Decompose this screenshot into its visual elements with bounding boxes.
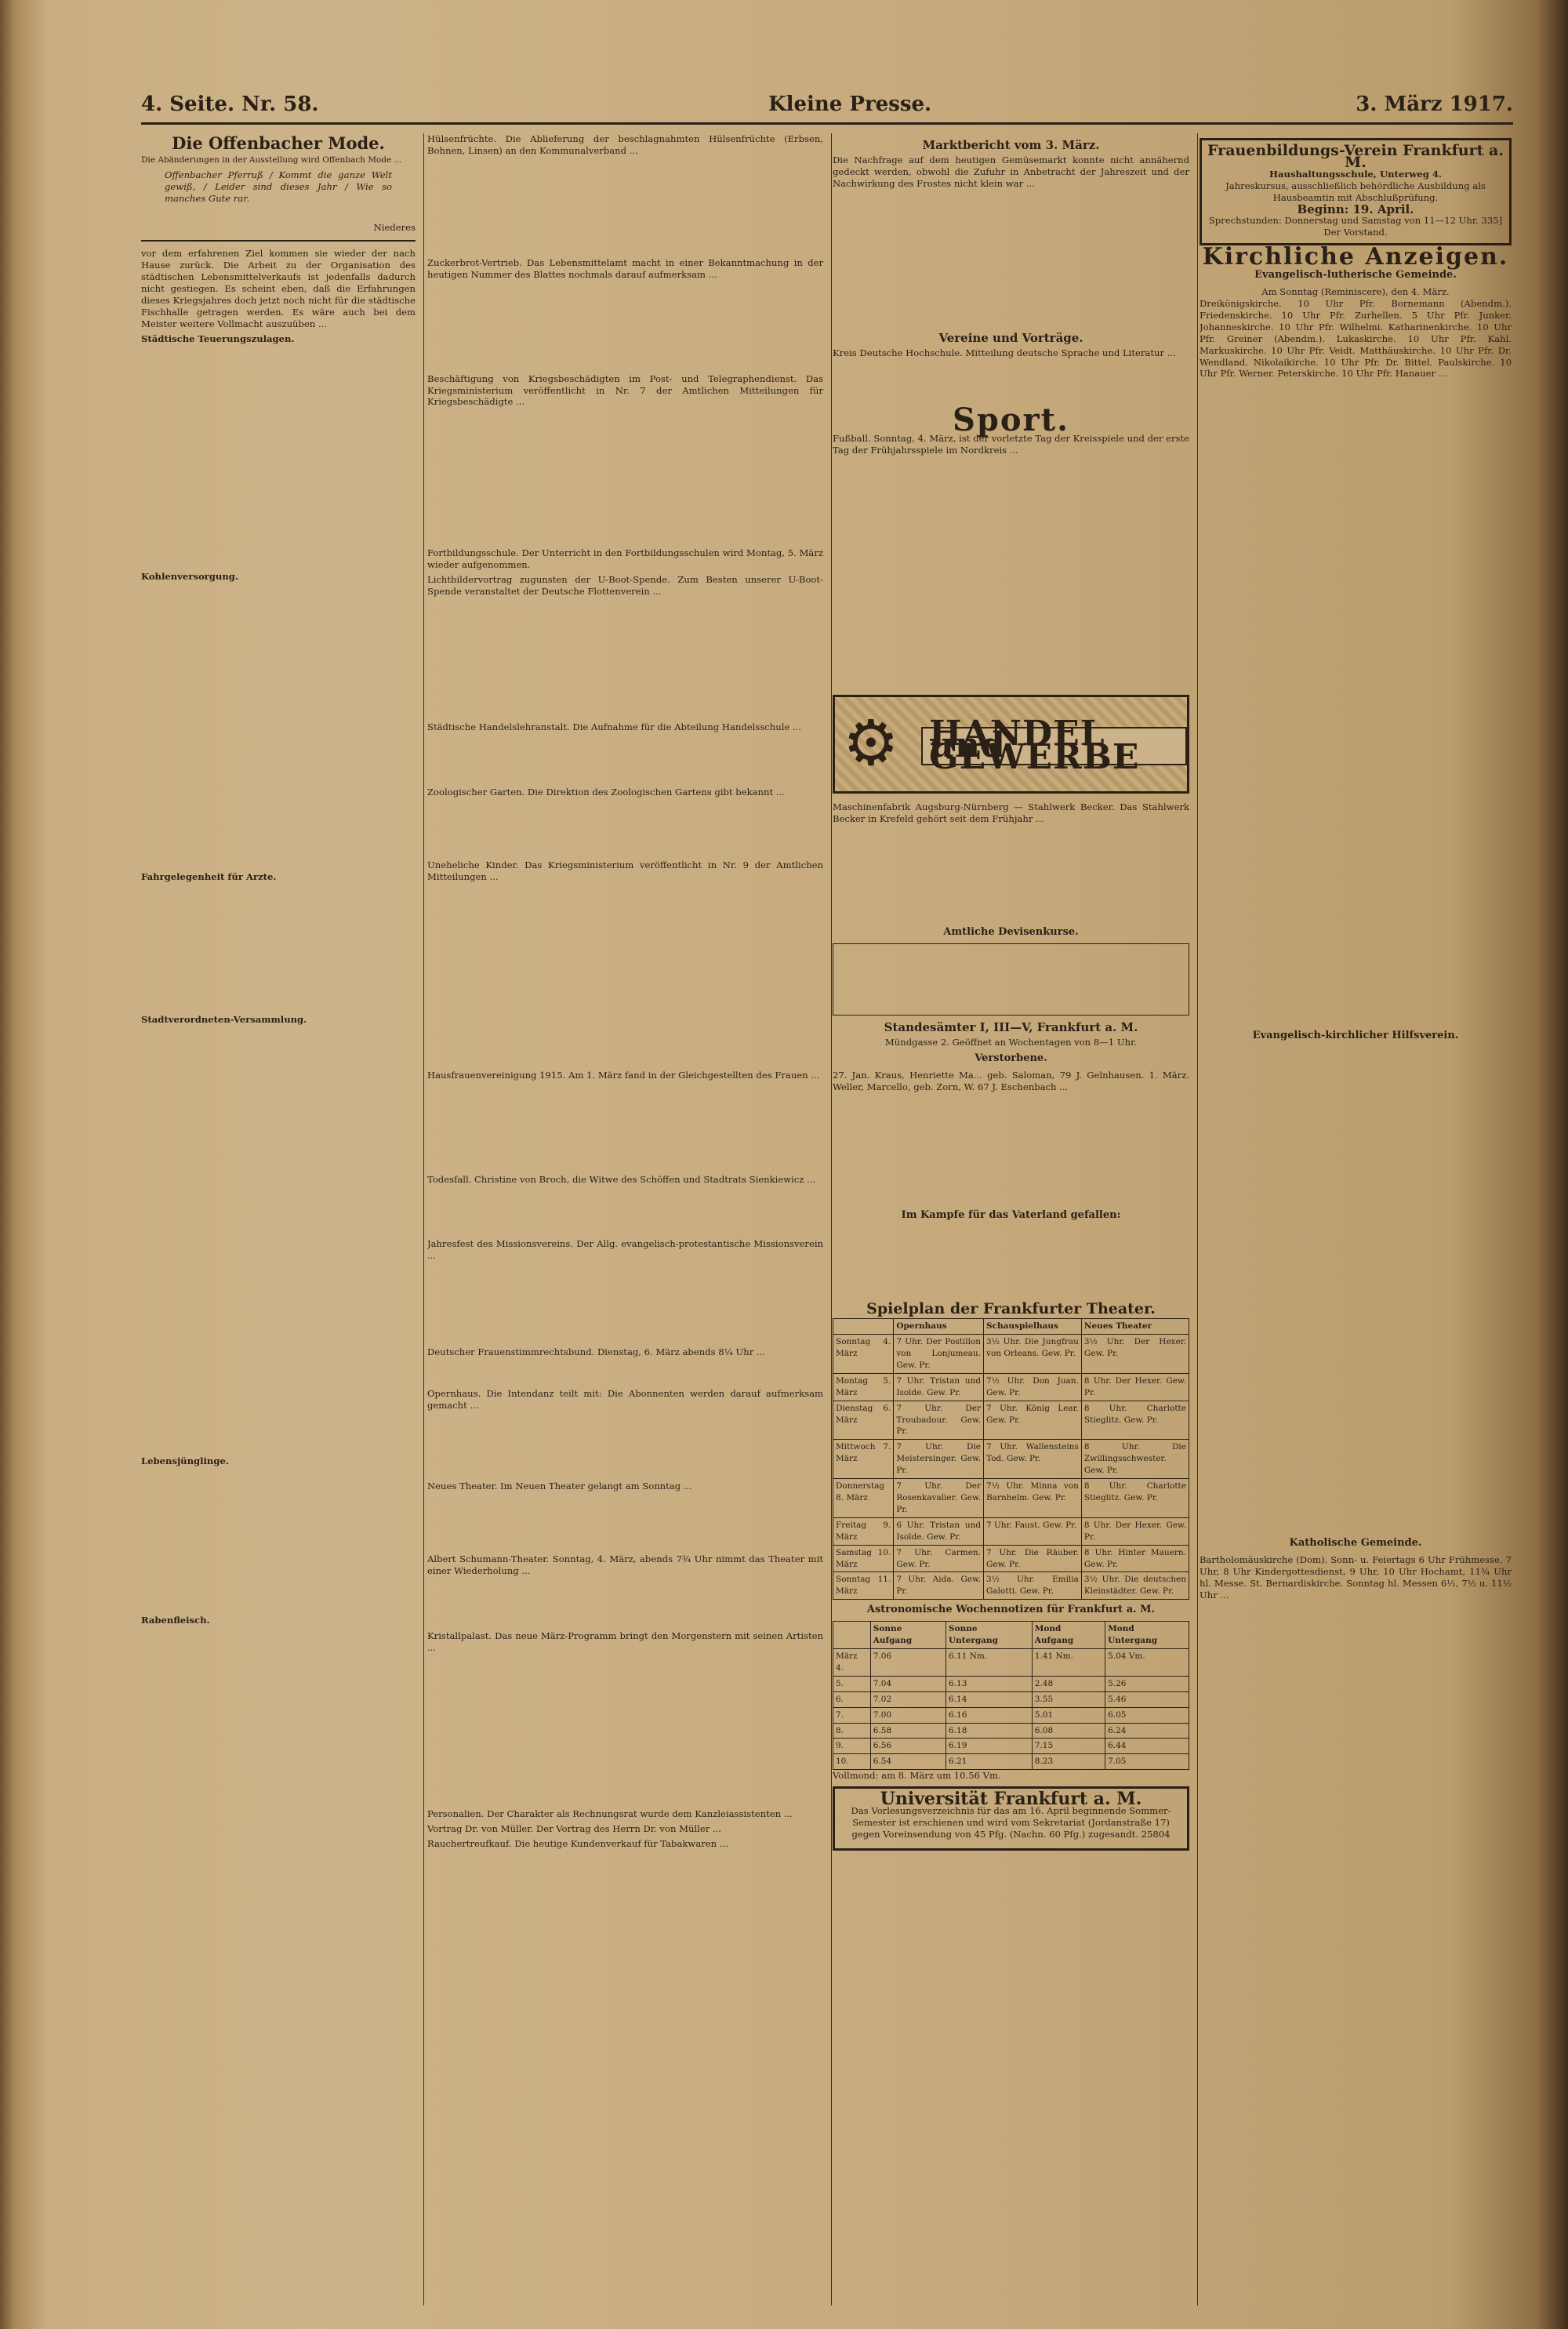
table-cell: 7.06 xyxy=(870,1648,946,1676)
theater-row xyxy=(833,1545,1189,1572)
news-body xyxy=(427,1265,823,1343)
table-cell: 5. xyxy=(833,1676,871,1691)
table-cell: 6.18 xyxy=(946,1723,1033,1739)
news-body xyxy=(427,886,823,1066)
table-cell: Donnerstag 8. März xyxy=(833,1479,894,1518)
table-cell: Dienstag 6. März xyxy=(833,1401,894,1440)
table-cell: Sonntag 4. März xyxy=(833,1335,894,1374)
table-header-cell: Opernhaus xyxy=(894,1319,984,1335)
news-heading: Rabenfleisch. xyxy=(141,1615,210,1626)
news-item: Jahresfest des Missionsvereins. Der Allg. evangelisch-protestantische Missionsverein ... xyxy=(427,1238,823,1262)
theater-row xyxy=(833,1373,1189,1401)
table-cell: 8 Uhr. Hinter Mauern. Gew. Pr. xyxy=(1081,1545,1189,1572)
theater-table xyxy=(833,1318,1189,1600)
astro-row xyxy=(833,1691,1189,1707)
gear-icon: ⚙ xyxy=(843,707,899,780)
news-item: Fortbildungsschule. Der Unterricht in den Fortbildungsschulen wird Montag, 5. März wieder aufgenommen. xyxy=(427,547,823,571)
table-cell: 6.19 xyxy=(946,1739,1033,1754)
news-body xyxy=(427,1415,823,1477)
vereine-title: Vereine und Vorträge. xyxy=(938,330,1083,345)
news-item: Todesfall. Christine von Broch, die Witwe des Schöffen und Stadtrats Sienkiewicz ... xyxy=(427,1173,816,1185)
devisen-table xyxy=(833,943,1189,1016)
article-title: Die Offenbacher Mode. xyxy=(172,133,385,153)
newspaper-name: Kleine Presse. xyxy=(768,93,932,116)
ev-title: Evangelisch-lutherische Gemeinde. xyxy=(1254,269,1457,282)
kath-title: Katholische Gemeinde. xyxy=(1289,1537,1422,1550)
table-cell: Samstag 10. März xyxy=(833,1545,894,1572)
news-body xyxy=(427,160,823,254)
news-item: Neues Theater. Im Neuen Theater gelangt am Sonntag ... xyxy=(427,1480,692,1492)
table-cell: Montag 5. März xyxy=(833,1373,894,1401)
table-cell: 7 Uhr. Der Postillon von Lonjumeau. Gew. Pr. xyxy=(894,1335,984,1374)
table-cell: 6.16 xyxy=(946,1707,1033,1723)
poem-filler xyxy=(141,208,416,220)
table-cell: 7 Uhr. Der Rosenkavalier. Gew. Pr. xyxy=(894,1479,984,1518)
news-body xyxy=(141,348,416,568)
table-cell: Mittwoch 7. März xyxy=(833,1440,894,1479)
column-1 xyxy=(141,133,424,2305)
verstorbene-heading: Verstorbene. xyxy=(975,1052,1047,1064)
theater-row xyxy=(833,1517,1189,1545)
news-item: Hausfrauenvereinigung 1915. Am 1. März fand in der Gleichgestellten des Frauen ... xyxy=(427,1069,820,1081)
table-cell: 6.11 Nm. xyxy=(946,1648,1033,1676)
table-cell: 8. xyxy=(833,1723,871,1739)
news-item: Zoologischer Garten. Die Direktion des Zoologischen Gartens gibt bekannt ... xyxy=(427,786,785,798)
table-cell: 7½ Uhr. Minna von Barnhelm. Gew. Pr. xyxy=(984,1479,1082,1518)
news-heading: Städtische Teuerungszulagen. xyxy=(141,332,295,344)
sport-title: Sport. xyxy=(952,401,1069,439)
table-cell: Sonntag 11. März xyxy=(833,1572,894,1600)
table-cell: 7 Uhr. Die Räuber. Gew. Pr. xyxy=(984,1545,1082,1572)
astro-row xyxy=(833,1707,1189,1723)
ev-subtitle: Am Sonntag (Reminiscere), den 4. März. xyxy=(1261,286,1450,298)
table-cell: 5.01 xyxy=(1032,1707,1105,1723)
table-cell: 6.56 xyxy=(870,1739,946,1754)
table-cell: 6.54 xyxy=(870,1754,946,1770)
handel-gewerbe-label: HANDEL und GEWERBE xyxy=(921,727,1187,765)
news-item: Opernhaus. Die Intendanz teilt mit: Die Abonnenten werden darauf aufmerksam gemacht ... xyxy=(427,1388,823,1412)
column-4 xyxy=(1200,133,1512,2305)
issue-date: 3. März 1917. xyxy=(1356,93,1513,116)
table-cell: März 4. xyxy=(833,1648,871,1676)
table-header-row xyxy=(833,1622,1189,1649)
table-cell: 6.05 xyxy=(1105,1707,1189,1723)
gefallen-heading: Im Kampfe für das Vaterland gefallen: xyxy=(901,1209,1121,1222)
table-cell: 8 Uhr. Der Hexer. Gew. Pr. xyxy=(1081,1373,1189,1401)
theater-row xyxy=(833,1479,1189,1518)
table-header-cell: Neues Theater xyxy=(1081,1319,1189,1335)
standesamt-body: 27. Jan. Kraus, Henriette Ma... geb. Saloman, 79 J. Gelnhausen. 1. März. Weller, Marcello, geb. Zorn, W. 67 J. Eschenbach ... xyxy=(833,1069,1189,1092)
news-item: Personalien. Der Charakter als Rechnungsrat wurde dem Kanzleiassistenten ... xyxy=(427,1808,793,1820)
article-intro: Die Abänderungen in der Ausstellung wird Offenbach Mode ... xyxy=(141,154,402,165)
table-cell: 6.24 xyxy=(1105,1723,1189,1739)
table-cell: 6. xyxy=(833,1691,871,1707)
frauenbildungs-ad xyxy=(1200,138,1512,245)
table-cell: 7½ Uhr. Don Juan. Gew. Pr. xyxy=(984,1373,1082,1401)
table-cell: 3½ Uhr. Emilia Galotti. Gew. Pr. xyxy=(984,1572,1082,1600)
table-cell: 7 Uhr. Der Troubadour. Gew. Pr. xyxy=(894,1401,984,1440)
news-item: Rauchertreufkauf. Die heutige Kundenverkauf für Tabakwaren ... xyxy=(427,1838,728,1850)
news-item: Lichtbildervortrag zugunsten der U-Boot-Spende. Zum Besten unserer U-Boot-Spende veranstaltet der Deutsche Flottenverein ... xyxy=(427,574,823,598)
astro-note: Vollmond: am 8. März um 10.56 Vm. xyxy=(833,1770,1001,1782)
kath-body: Bartholomäuskirche (Dom). Sonn- u. Feiertags 6 Uhr Frühmesse, 7 Uhr, 8 Uhr Kindergottesdienst, 9 Uhr, 10 Uhr Hochamt, 11¾ Uhr hl. Messe. St. Bernardiskirche. Sonntag hl. Messen 6½, 7½ u. 11½ Uhr ... xyxy=(1200,1554,1512,1601)
table-cell: Freitag 9. März xyxy=(833,1517,894,1545)
table-cell: 8 Uhr. Charlotte Stieglitz. Gew. Pr. xyxy=(1081,1479,1189,1518)
table-cell: 10. xyxy=(833,1754,871,1770)
news-item: Vortrag Dr. von Müller. Der Vortrag des Herrn Dr. von Müller ... xyxy=(427,1823,721,1835)
news-item: Städtische Handelslehranstalt. Die Aufnahme für die Abteilung Handelsschule ... xyxy=(427,721,802,732)
frauenbildungs-sub3: Beginn: 19. April. xyxy=(1297,202,1414,216)
table-cell: 7.00 xyxy=(870,1707,946,1723)
news-body xyxy=(427,1656,823,1805)
news-body xyxy=(141,586,416,868)
table-cell: 7 Uhr. Carmen. Gew. Pr. xyxy=(894,1545,984,1572)
column-2 xyxy=(427,133,832,2305)
news-body xyxy=(141,1470,416,1611)
theater-title: Spielplan der Frankfurter Theater. xyxy=(866,1300,1156,1318)
poem-author: Niederes xyxy=(373,222,416,234)
gefallen-body xyxy=(833,1226,1189,1297)
news-item: Kristallpalast. Das neue März-Programm bringt den Morgenstern mit seinen Artisten ... xyxy=(427,1630,823,1653)
table-cell: 8 Uhr. Der Hexer. Gew. Pr. xyxy=(1081,1517,1189,1545)
news-heading: Lebensjünglinge. xyxy=(141,1455,229,1467)
frauenbildungs-sub4: Sprechstunden: Donnerstag und Samstag von 11—12 Uhr. 335] Der Vorstand. xyxy=(1208,215,1503,238)
university-title: Universität Frankfurt a. M. xyxy=(880,1789,1142,1810)
market-report-filler xyxy=(833,193,1189,326)
ev-filler xyxy=(1200,383,1512,1026)
sport-filler xyxy=(833,460,1189,687)
news-body xyxy=(427,601,823,718)
news-item: Zuckerbrot-Vertrieb. Das Lebensmittelamt macht in einer Bekanntmachung in der heutigen Nummer des Blattes nochmals darauf aufmerksam ... xyxy=(427,256,823,280)
astro-table xyxy=(833,1621,1189,1770)
table-cell: 7 Uhr. Aida. Gew. Pr. xyxy=(894,1572,984,1600)
university-body: Das Vorlesungsverzeichnis für das am 16. April beginnende Sommer-Semester ist erschienen und wird vom Sekretariat (Jordanstraße 17) gegen Voreinsendung von 45 Pfg. (Nachn. 60 Pfg.) zugesandt. 25804 xyxy=(851,1805,1171,1840)
table-cell: 3.55 xyxy=(1032,1691,1105,1707)
astro-row xyxy=(833,1754,1189,1770)
table-cell: 3½ Uhr. Die Jungfrau von Orleans. Gew. Pr. xyxy=(984,1335,1082,1374)
table-header-cell: Schauspielhaus xyxy=(984,1319,1082,1335)
table-cell: 7 Uhr. Tristan und Isolde. Gew. Pr. xyxy=(894,1373,984,1401)
frauenbildungs-title: Frauenbildungs-Verein Frankfurt a. M. xyxy=(1207,142,1504,171)
astro-row xyxy=(833,1739,1189,1754)
market-report-title: Marktbericht vom 3. März. xyxy=(922,138,1100,152)
table-header-cell: Sonne Untergang xyxy=(946,1622,1033,1649)
table-cell: 8.23 xyxy=(1032,1754,1105,1770)
table-cell: 1.41 Nm. xyxy=(1032,1648,1105,1676)
news-item: Albert Schumann-Theater. Sonntag, 4. März, abends 7¾ Uhr nimmt das Theater mit einer Wiederholung ... xyxy=(427,1553,823,1576)
astro-title: Astronomische Wochennotizen für Frankfurt a. M. xyxy=(866,1604,1156,1616)
news-body xyxy=(427,1580,823,1627)
table-cell: 7 Uhr. König Lear. Gew. Pr. xyxy=(984,1401,1082,1440)
news-body xyxy=(141,1029,416,1452)
table-cell: 7.04 xyxy=(870,1676,946,1691)
news-heading: Kohlenversorgung. xyxy=(141,570,238,582)
table-cell: 7 Uhr. Die Meistersinger. Gew. Pr. xyxy=(894,1440,984,1479)
page-header xyxy=(141,86,1513,125)
theater-row xyxy=(833,1572,1189,1600)
table-cell: 6.58 xyxy=(870,1723,946,1739)
news-body xyxy=(427,411,823,544)
market-report-body: Die Nachfrage auf dem heutigen Gemüsemarkt konnte nicht annähernd gedeckt werden, obwohl die Zufuhr in Anbetracht der Jahreszeit und der Nachwirkung des Frostes nicht klein war ... xyxy=(833,154,1189,189)
table-cell: 7.15 xyxy=(1032,1739,1105,1754)
table-header-cell: Mond Aufgang xyxy=(1032,1622,1105,1649)
table-cell: 6.44 xyxy=(1105,1739,1189,1754)
table-cell: 6.08 xyxy=(1032,1723,1105,1739)
news-body xyxy=(427,736,823,783)
news-body xyxy=(427,1361,823,1385)
astro-row xyxy=(833,1723,1189,1739)
theater-row xyxy=(833,1335,1189,1374)
vereine-body: Kreis Deutsche Hochschule. Mitteilung deutsche Sprache und Literatur ... xyxy=(833,347,1176,358)
table-cell: 6.14 xyxy=(946,1691,1033,1707)
table-cell: 7.02 xyxy=(870,1691,946,1707)
news-body xyxy=(141,885,416,1011)
table-cell: 7 Uhr. Faust. Gew. Pr. xyxy=(984,1517,1082,1545)
table-cell: 7.05 xyxy=(1105,1754,1189,1770)
table-cell: 7. xyxy=(833,1707,871,1723)
news-heading: Fahrgelegenheit für Arzte. xyxy=(141,870,277,882)
ev-body: Dreikönigskirche. 10 Uhr Pfr. Bornemann (Abendm.). Friedenskirche. 10 Uhr Pfr. Zurhellen. 5 Uhr Pfr. Junker. Johanneskirche. 10 Uhr Pfr. Wilhelmi. Katharinenkirche. 10 Uhr Pfr. Greiner (Abendm.). Lukaskirche. 10 Uhr Pfr. Kahl. Markuskirche. 10 Uhr Pfr. Veidt. Matthäuskirche. 10 Uhr Pfr. Dr. Wendland. Nikolaikirche. 10 Uhr Pfr. Dr. Bittel. Paulskirche. 10 Uhr Pfr. Werner. Peterskirche. 10 Uhr Pfr. Hanauer ... xyxy=(1200,297,1512,380)
article-body: vor dem erfahrenen Ziel kommen sie wieder der nach Hause zurück. Die Arbeit zu der Organisation des städtischen Lebensmittelverkaufs ist jedenfalls dadurch nicht gestiegen. Es scheint eben, daß die Erfahrungen dieses Kriegsjahres doch jetzt noch nicht für die städtische Fischhalle getragen werden. Es wäre auch bei dem Meister weitere Vollmacht auszuüben ... xyxy=(141,248,416,329)
handel-filler xyxy=(833,828,1189,922)
page-number: 4. Seite. Nr. 58. xyxy=(141,93,319,116)
standesamt-filler xyxy=(833,1095,1189,1205)
news-body xyxy=(427,801,823,856)
news-body xyxy=(427,284,823,370)
table-cell: 7 Uhr. Wallensteins Tod. Gew. Pr. xyxy=(984,1440,1082,1479)
news-heading: Stadtverordneten-Versammlung. xyxy=(141,1014,307,1026)
table-cell: 6.13 xyxy=(946,1676,1033,1691)
standesamt-title: Standesämter I, III—V, Frankfurt a. M. xyxy=(884,1019,1138,1034)
table-cell: 8 Uhr. Charlotte Stieglitz. Gew. Pr. xyxy=(1081,1401,1189,1440)
table-header-cell: Mond Untergang xyxy=(1105,1622,1189,1649)
table-cell: 9. xyxy=(833,1739,871,1754)
news-body xyxy=(427,1085,823,1171)
table-cell: 8 Uhr. Die Zwillingsschwester. Gew. Pr. xyxy=(1081,1440,1189,1479)
news-item: Uneheliche Kinder. Das Kriegsministerium veröffentlicht in Nr. 9 der Amtlichen Mitteilungen ... xyxy=(427,859,823,882)
theater-row xyxy=(833,1440,1189,1479)
table-cell: 5.46 xyxy=(1105,1691,1189,1707)
frauenbildungs-sub2: Jahreskursus, ausschließlich behördliche Ausbildung als Hausbeamtin mit Abschlußprüfung. xyxy=(1225,180,1486,203)
astro-row xyxy=(833,1648,1189,1676)
astro-row xyxy=(833,1676,1189,1691)
table-cell: 5.04 Vm. xyxy=(1105,1648,1189,1676)
standesamt-subtitle: Mündgasse 2. Geöffnet an Wochentagen von 8—1 Uhr. xyxy=(884,1036,1138,1048)
column-3 xyxy=(833,133,1198,2305)
news-body xyxy=(427,1495,823,1550)
news-item: Beschäftigung von Kriegsbeschädigten im Post- und Telegraphendienst. Das Kriegsministerium veröffentlicht in Nr. 7 der Amtlichen Mitteilungen für Kriegsbeschädigte ... xyxy=(427,372,823,408)
table-header-cell xyxy=(833,1319,894,1335)
church-title: Kirchliche Anzeigen. xyxy=(1202,243,1509,271)
poem: Offenbacher Pferruß / Kommt die ganze Welt gewiß, / Leider sind dieses Jahr / Wie so manches Gute rar. xyxy=(165,169,392,204)
table-header-row xyxy=(833,1319,1189,1335)
sport-body: Fußball. Sonntag, 4. März, ist der vorletzte Tag der Kreisspiele und der erste Tag der Frühjahrsspiele im Nordkreis ... xyxy=(833,433,1189,456)
table-cell: 3½ Uhr. Die deutschen Kleinstädter. Gew. Pr. xyxy=(1081,1572,1189,1600)
handel-gewerbe-banner xyxy=(833,695,1189,794)
theater-row xyxy=(833,1401,1189,1440)
table-header-cell: Sonne Aufgang xyxy=(870,1622,946,1649)
table-cell: 5.26 xyxy=(1105,1676,1189,1691)
frauenbildungs-sub1: Haushaltungsschule, Unterweg 4. xyxy=(1269,168,1442,180)
table-cell: 3½ Uhr. Der Hexer. Gew. Pr. xyxy=(1081,1335,1189,1374)
table-header-cell xyxy=(833,1622,871,1649)
news-item: Hülsenfrüchte. Die Ablieferung der beschlagnahmten Hülsenfrüchte (Erbsen, Bohnen, Linsen) an den Kommunalverband ... xyxy=(427,133,823,156)
table-cell: 2.48 xyxy=(1032,1676,1105,1691)
university-ad xyxy=(833,1786,1189,1851)
divider xyxy=(141,240,416,242)
devisen-title: Amtliche Devisenkurse. xyxy=(943,925,1079,938)
table-cell: 6 Uhr. Tristan und Isolde. Gew. Pr. xyxy=(894,1517,984,1545)
handel-body: Maschinenfabrik Augsburg-Nürnberg — Stahlwerk Becker. Das Stahlwerk Becker in Krefeld gehört seit dem Frühjahr ... xyxy=(833,801,1189,825)
news-item: Deutscher Frauenstimmrechtsbund. Dienstag, 6. März abends 8¼ Uhr ... xyxy=(427,1346,766,1358)
news-body xyxy=(427,1188,823,1235)
ev2-title: Evangelisch-kirchlicher Hilfsverein. xyxy=(1252,1030,1459,1042)
ev2-filler xyxy=(1200,1047,1512,1533)
table-cell: 6.21 xyxy=(946,1754,1033,1770)
